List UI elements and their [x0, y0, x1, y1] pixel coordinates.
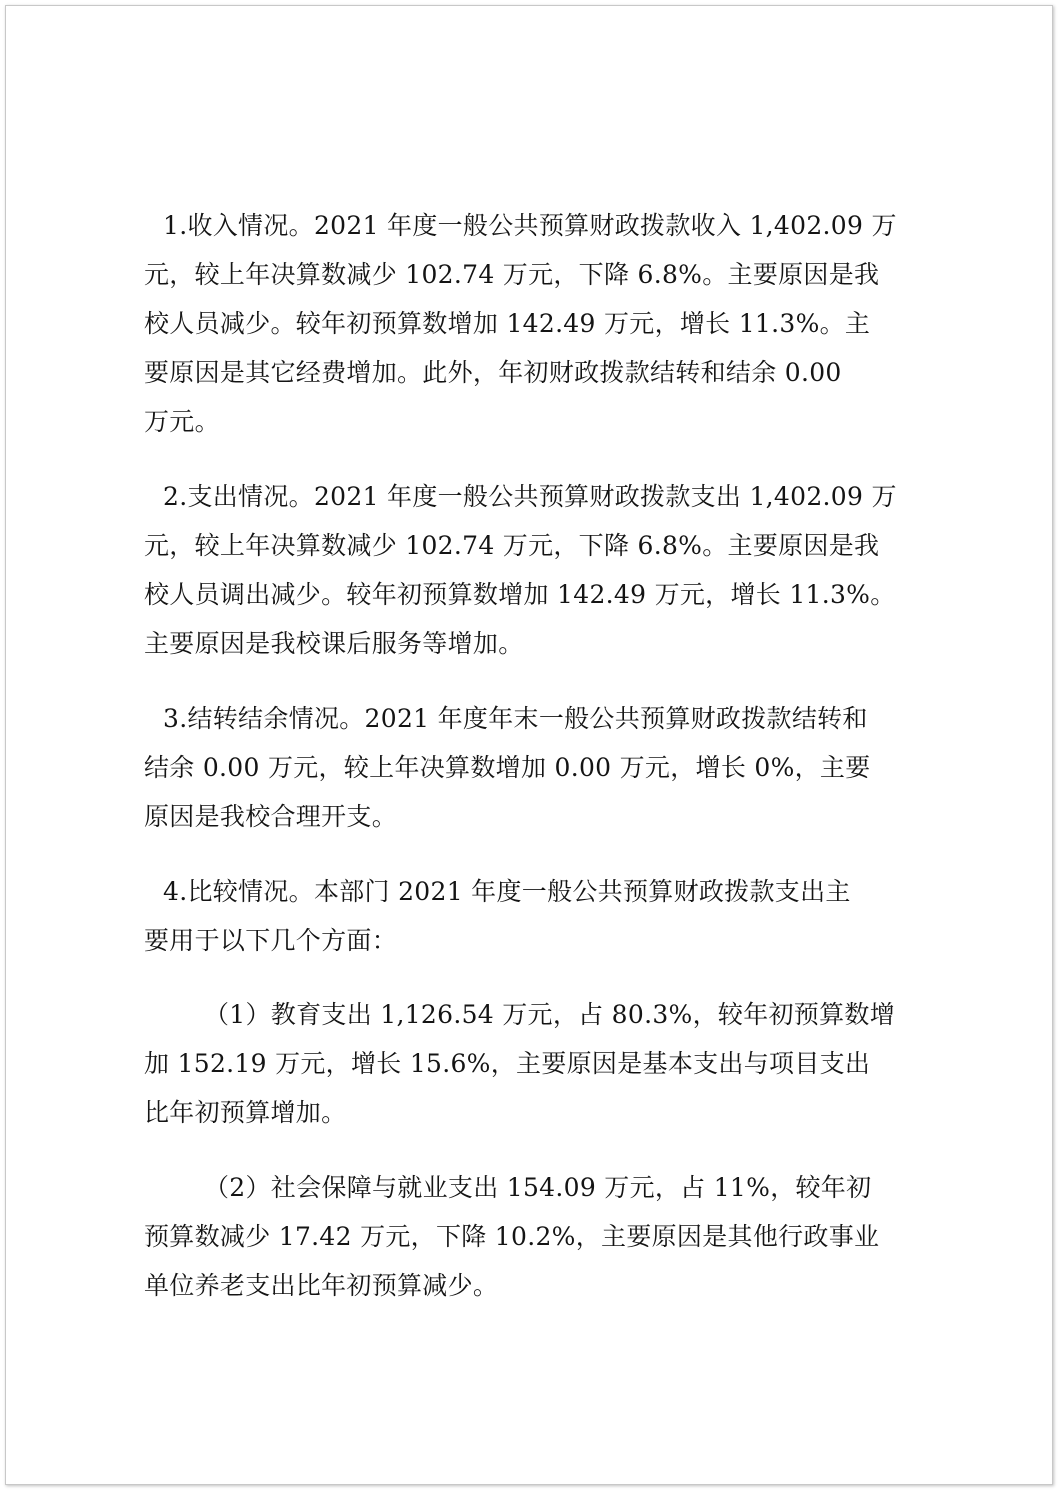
paragraph-3-line-2: 结余 0.00 万元，较上年决算数增加 0.00 万元，增长 0%，主要 [144, 753, 871, 782]
paragraph-2-line-4: 主要原因是我校课后服务等增加。 [144, 629, 524, 658]
paragraph-1-line-4: 要原因是其它经费增加。此外，年初财政拨款结转和结余 0.00 [144, 358, 842, 387]
paragraph-1-line-3: 校人员减少。较年初预算数增加 142.49 万元，增长 11.3%。主 [144, 309, 871, 338]
paragraph-4-line-1: 4.比较情况。本部门 2021 年度一般公共预算财政拨款支出主 [163, 877, 851, 906]
paragraph-1-line-5: 万元。 [144, 407, 220, 436]
paragraph-2-line-3: 校人员调出减少。较年初预算数增加 142.49 万元，增长 11.3%。 [144, 580, 896, 609]
paragraph-5-line-2: 加 152.19 万元，增长 15.6%，主要原因是基本支出与项目支出 [144, 1049, 871, 1078]
paragraph-4-line-2: 要用于以下几个方面： [144, 926, 398, 955]
paragraph-5-line-3: 比年初预算增加。 [144, 1098, 347, 1127]
paragraph-6-line-2: 预算数减少 17.42 万元，下降 10.2%，主要原因是其他行政事业 [144, 1222, 880, 1251]
paragraph-1-line-2: 元，较上年决算数减少 102.74 万元，下降 6.8%。主要原因是我 [144, 260, 880, 289]
paragraph-3-line-3: 原因是我校合理开支。 [144, 802, 398, 831]
paragraph-5-line-1: （1）教育支出 1,126.54 万元，占 80.3%，较年初预算数增 [204, 1000, 895, 1029]
paragraph-1-line-1: 1.收入情况。2021 年度一般公共预算财政拨款收入 1,402.09 万 [163, 211, 897, 240]
paragraph-6-line-1: （2）社会保障与就业支出 154.09 万元，占 11%，较年初 [204, 1173, 872, 1202]
paragraph-2-line-2: 元，较上年决算数减少 102.74 万元，下降 6.8%。主要原因是我 [144, 531, 880, 560]
paragraph-2-line-1: 2.支出情况。2021 年度一般公共预算财政拨款支出 1,402.09 万 [163, 482, 897, 511]
document-page [5, 5, 1053, 1485]
paragraph-6-line-3: 单位养老支出比年初预算减少。 [144, 1271, 499, 1300]
paragraph-3-line-1: 3.结转结余情况。2021 年度年末一般公共预算财政拨款结转和 [163, 704, 868, 733]
